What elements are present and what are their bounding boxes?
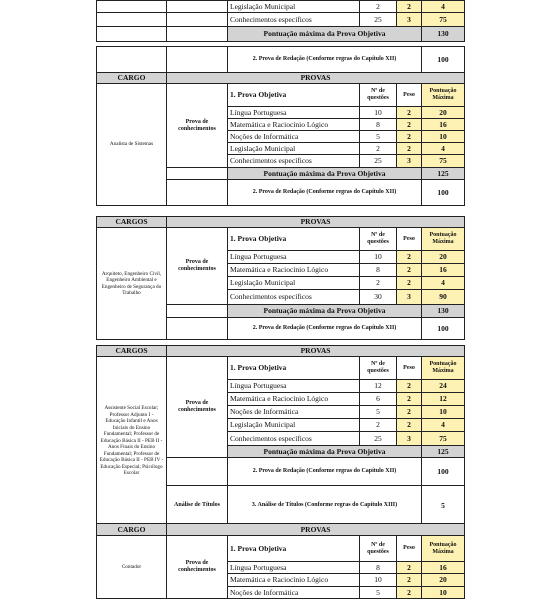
column-header-row: Analista de Sistemas Prova de conhecimentos 1. Prova Objetiva Nº de questões Peso Pontuação Máxima (97, 84, 465, 107)
header-row: CARGOS PROVAS (97, 217, 465, 228)
top-fragment-table (96, 0, 465, 42)
column-header-row: Contador Prova de conhecimentos 1. Prova Objetiva Nº de questões Peso Pontuação Máxima (97, 536, 465, 562)
table-row: Legislação Municipal 2 2 4 (97, 143, 465, 155)
table-row: Legislação Municipal 2 2 4 (97, 277, 465, 290)
cargo-name: Assistente Social Escolar; Professor Adjunto I - Educação Infantil e Anos Iniciais do Ensino Fundamental; Professor de Educação Básica II - PEB II - Anos Finais do Ensino Fundamental; Professor de Educação Básica II - PEB IV - Educação Especial; Psicólogo Escolar (97, 357, 167, 526)
table-row: Matemática e Raciocínio Lógico 8 2 16 (97, 119, 465, 131)
table-row: Noções de Informática 5 2 10 (97, 406, 465, 419)
redacao-row: 2. Prova de Redação (Conforme regras do Capítulo XII) 100 (97, 458, 465, 486)
table-row: Legislação Municipal 2 2 4 (97, 1, 465, 13)
cargo-name: Contador (97, 536, 167, 599)
table-row: Língua Portuguesa 12 2 24 (97, 380, 465, 393)
total-row: Pontuação máxima da Prova Objetiva 125 (97, 446, 465, 458)
total-row: Pontuação máxima da Prova Objetiva 130 (97, 305, 465, 318)
subject-cell: Legislação Municipal (228, 1, 360, 13)
etapa-label: Prova de conhecimentos (167, 536, 228, 599)
header-row: CARGO PROVAS (97, 524, 465, 536)
column-header-row: Arquiteto, Engenheiro Civil, Engenheiro Ambiental e Engenheiro de Segurança do Trabalho Prova de conhecimentos 1. Prova Objetiva Nº de questões Peso Pontuação Máxima (97, 228, 465, 251)
redacao-row: 2. Prova de Redação (Conforme regras do Capítulo XII) 100 (97, 318, 465, 340)
redacao-row: 2. Prova de Redação (Conforme regras do Capítulo XII) 100 (97, 180, 465, 206)
table-row: Conhecimentos específicos 30 3 90 (97, 290, 465, 305)
table-row: Conhecimentos específicos 25 3 75 (97, 13, 465, 27)
table-row: Noções de Informática 5 2 10 (97, 131, 465, 143)
total-row: Pontuação máxima da Prova Objetiva 130 (97, 27, 465, 42)
table-row: Matemática e Raciocínio Lógico 8 2 16 (97, 264, 465, 277)
table-row: Conhecimentos específicos 25 3 75 (97, 155, 465, 168)
titulos-etapa: Análise de Títulos (167, 486, 228, 526)
etapa-label: Prova de conhecimentos (167, 228, 228, 305)
block1-table (96, 46, 465, 206)
cargo-name: Arquiteto, Engenheiro Civil, Engenheiro Ambiental e Engenheiro de Segurança do Trabalho (97, 228, 167, 340)
cargo-name: Analista de Sistemas (97, 84, 167, 206)
table-row: Língua Portuguesa 8 2 16 (97, 562, 465, 574)
header-row: CARGOS PROVAS (97, 346, 465, 357)
block4-table (96, 523, 465, 599)
etapa-label: Prova de conhecimentos (167, 357, 228, 458)
titulos-row: Análise de Títulos 3. Análise de Títulos (Conforme regras do Capítulo XIII) 5 (97, 486, 465, 526)
table-row: Matemática e Raciocínio Lógico 6 2 12 (97, 393, 465, 406)
table-row: Conhecimentos específicos 25 3 75 (97, 432, 465, 446)
block3-table (96, 345, 465, 526)
block2-table (96, 216, 465, 340)
table-row: Noções de Informática 5 2 10 (97, 587, 465, 599)
etapa-label: Prova de conhecimentos (167, 84, 228, 168)
table-row: Língua Portuguesa 10 2 20 (97, 107, 465, 119)
total-row: Pontuação máxima da Prova Objetiva 125 (97, 168, 465, 180)
table-row: Legislação Municipal 2 2 4 (97, 419, 465, 432)
table-row: Matemática e Raciocínio Lógico 10 2 20 (97, 574, 465, 587)
column-header-row: Assistente Social Escolar; Professor Adjunto I - Educação Infantil e Anos Iniciais do Ensino Fundamental; Professor de Educação Básica II - PEB II - Anos Finais do Ensino Fundamental; Professor de Educação Básica II - PEB IV - Educação Especial; Psicólogo Escolar Prova de conhecimentos 1. Prova Objetiva Nº de questões Peso Pontuação Máxima (97, 357, 465, 380)
header-row: CARGO PROVAS (97, 73, 465, 84)
redacao-row: 2. Prova de Redação (Conforme regras do Capítulo XII) 100 (97, 47, 465, 73)
table-row: Língua Portuguesa 10 2 20 (97, 251, 465, 264)
